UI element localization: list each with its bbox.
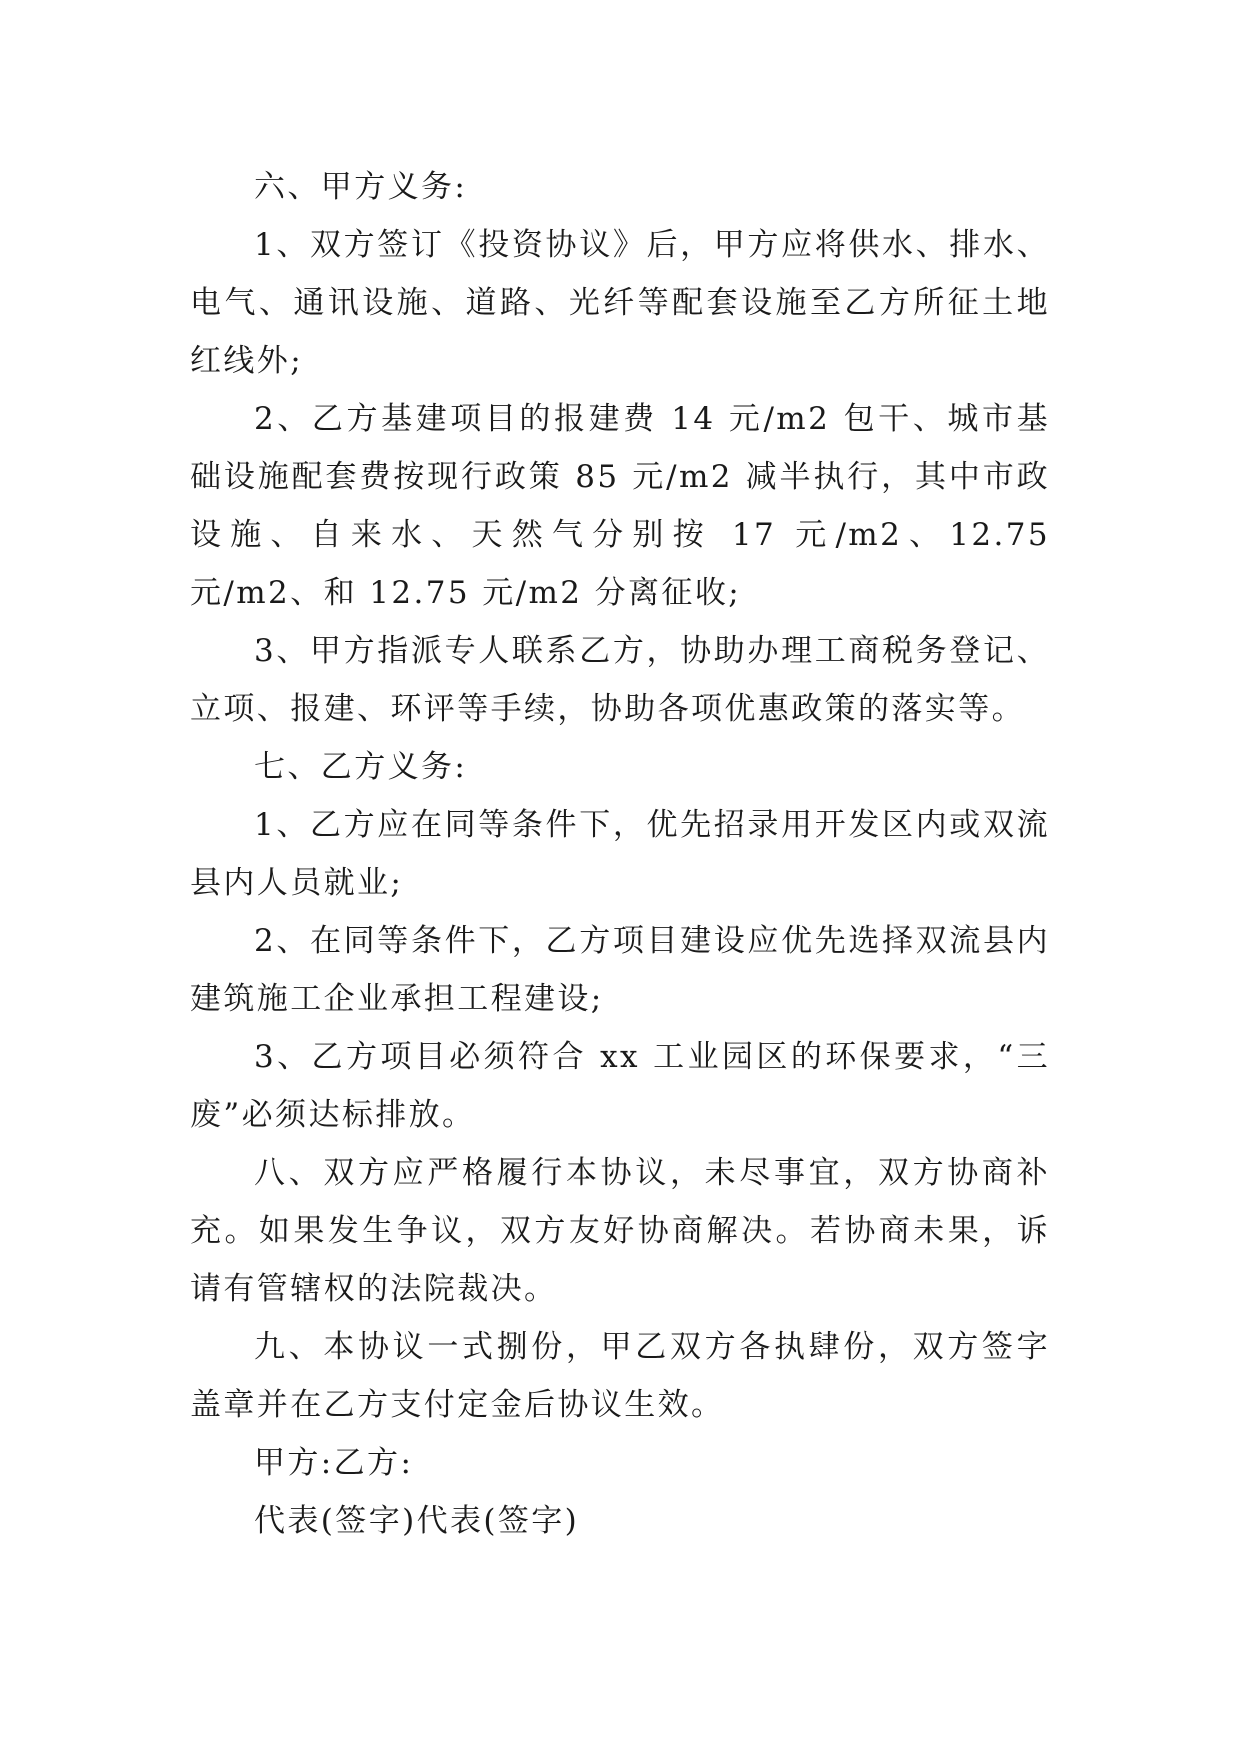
document-body bbox=[190, 158, 1050, 1550]
clause-paragraph: 1、双方签订《投资协议》后，甲方应将供水、排水、电气、通讯设施、道路、光纤等配套设施至乙方所征土地红线外; bbox=[190, 227, 1050, 379]
signature-representatives-line: 代表(签字)代表(签字) bbox=[254, 1503, 580, 1539]
section-heading-party-b-obligations: 七、乙方义务: bbox=[254, 749, 468, 785]
clause-paragraph: 2、乙方基建项目的报建费 14 元/m2 包干、城市基础设施配套费按现行政策 85 元/m2 减半执行，其中市政设施、自来水、天然气分别按 17 元/m2、12.75 元/m2、和 12.75 元/m2 分离征收; bbox=[190, 401, 1050, 611]
clause-paragraph: 3、甲方指派专人联系乙方，协助办理工商税务登记、立项、报建、环评等手续，协助各项优惠政策的落实等。 bbox=[190, 633, 1050, 727]
section-paragraph-effectiveness: 九、本协议一式捌份，甲乙双方各执肆份，双方签字盖章并在乙方支付定金后协议生效。 bbox=[190, 1329, 1050, 1423]
signature-parties-line: 甲方:乙方: bbox=[254, 1445, 414, 1481]
section-heading-party-a-obligations: 六、甲方义务: bbox=[254, 169, 468, 205]
clause-paragraph: 1、乙方应在同等条件下，优先招录用开发区内或双流县内人员就业; bbox=[190, 807, 1050, 901]
clause-paragraph: 3、乙方项目必须符合 xx 工业园区的环保要求，“三废”必须达标排放。 bbox=[190, 1039, 1050, 1133]
clause-paragraph: 2、在同等条件下，乙方项目建设应优先选择双流县内建筑施工企业承担工程建设; bbox=[190, 923, 1050, 1017]
section-paragraph-disputes: 八、双方应严格履行本协议，未尽事宜，双方协商补充。如果发生争议，双方友好协商解决。若协商未果，诉请有管辖权的法院裁决。 bbox=[190, 1155, 1050, 1307]
